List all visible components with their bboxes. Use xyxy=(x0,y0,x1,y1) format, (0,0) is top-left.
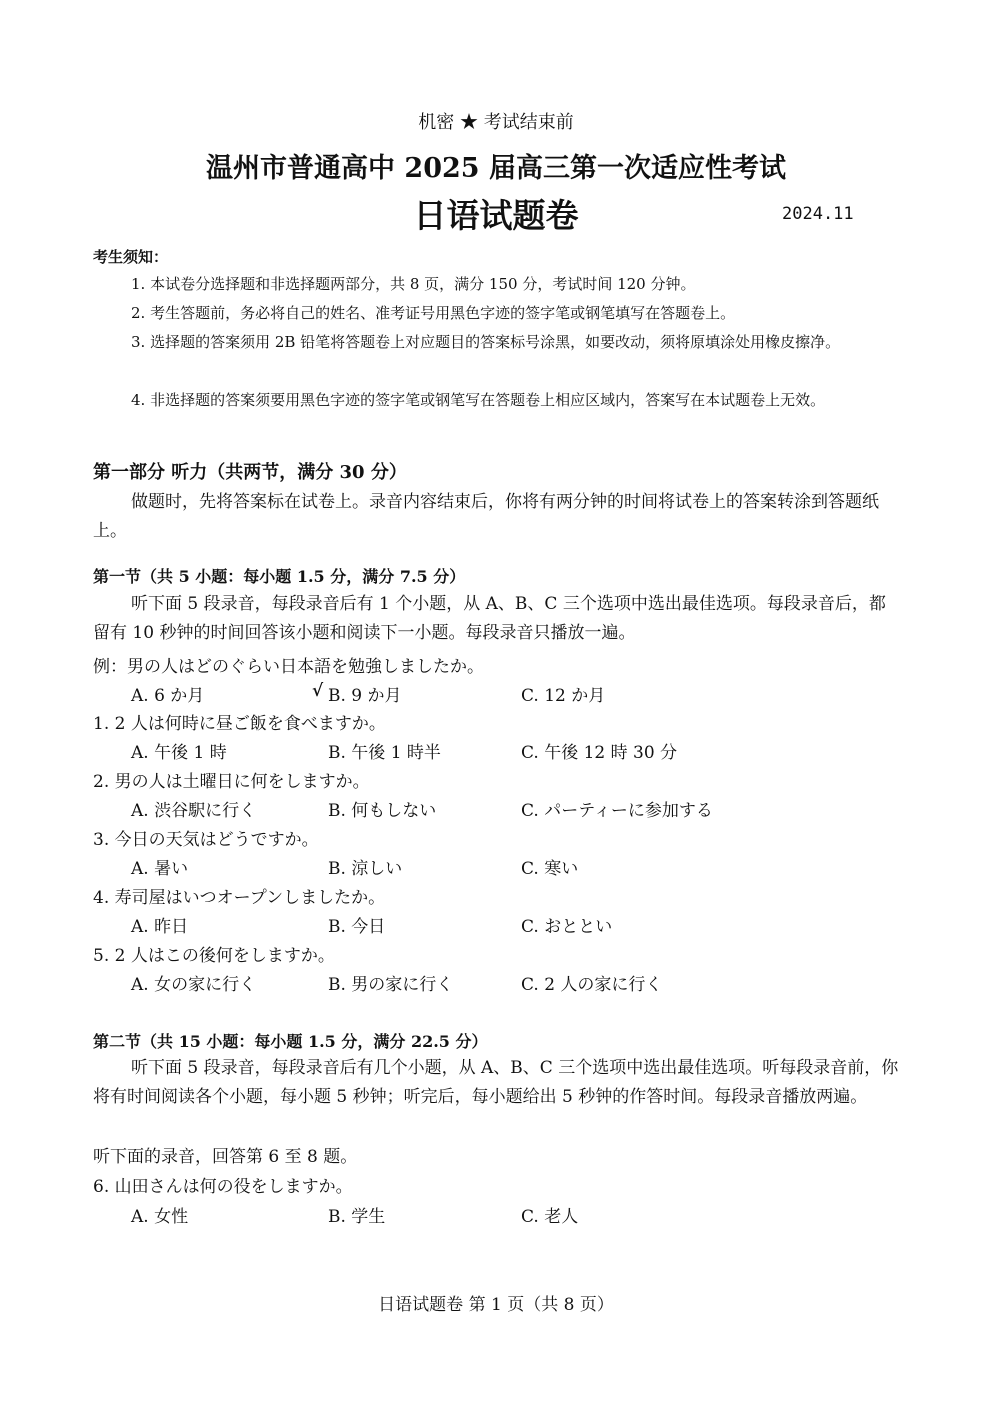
exam-date: 2024.11 xyxy=(782,204,854,224)
notice-item: 1. 本试卷分选择题和非选择题两部分，共 8 页，满分 150 分，考试时间 120 分钟。 xyxy=(131,275,696,293)
notice-item: 2. 考生答题前，务必将自己的姓名、准考证号用黑色字迹的签字笔或钢笔填写在答题卷上。 xyxy=(131,304,736,322)
part1-intro: 做题时，先将答案标在试卷上。录音内容结束后，你将有两分钟的时间将试卷上的答案转涂到答题纸上。 xyxy=(93,492,879,541)
question-5-option-a: A. 女の家に行く xyxy=(131,975,257,995)
question-1: 1. 2 人は何時に昼ご飯を食べますか。 xyxy=(93,714,386,734)
example-option-c: C. 12 か月 xyxy=(521,686,606,706)
question-3: 3. 今日の天気はどうですか。 xyxy=(93,830,319,850)
section2-intro: 听下面 5 段录音，每段录音后有几个小题，从 A、B、C 三个选项中选出最佳选项。听每段录音前，你将有时间阅读各个小题，每小题 5 秒钟；听完后，每小题给出 5 秒钟的作答时间。每段录音播放两遍。 xyxy=(93,1058,899,1107)
notice-item: 4. 非选择题的答案须要用黑色字迹的签字笔或钢笔写在答题卷上相应区域内，答案写在本试题卷上无效。 xyxy=(131,391,826,409)
question-4-option-b: B. 今日 xyxy=(328,917,386,937)
question-4-option-c: C. おととい xyxy=(521,917,613,937)
question-3-option-c: C. 寒い xyxy=(521,859,579,879)
question-2-option-a: A. 渋谷駅に行く xyxy=(131,801,257,821)
question-6-option-c: C. 老人 xyxy=(521,1207,579,1227)
exam-subtitle: 日语试题卷 xyxy=(413,196,579,235)
question-2-option-b: B. 何もしない xyxy=(328,801,437,821)
question-1-option-c: C. 午後 12 時 30 分 xyxy=(521,743,678,763)
section2-instruction: 听下面的录音，回答第 6 至 8 题。 xyxy=(93,1147,358,1167)
example-question: 例：男の人はどのぐらい日本語を勉強しましたか。 xyxy=(93,657,484,677)
notice-title: 考生须知： xyxy=(93,248,169,266)
question-4-option-a: A. 昨日 xyxy=(131,917,189,937)
section1-intro: 听下面 5 段录音，每段录音后有 1 个小题，从 A、B、C 三个选项中选出最佳选项。每段录音后，都留有 10 秒钟的时间回答该小题和阅读下一小题。每段录音只播放一遍。 xyxy=(93,594,886,643)
question-2-option-c: C. パーティーに参加する xyxy=(521,801,713,821)
example-option-b: B. 9 か月 xyxy=(328,686,402,706)
question-1-option-b: B. 午後 1 時半 xyxy=(328,743,441,763)
question-1-option-a: A. 午後 1 時 xyxy=(131,743,227,763)
question-2: 2. 男の人は土曜日に何をしますか。 xyxy=(93,772,370,792)
question-5-option-c: C. 2 人の家に行く xyxy=(521,975,663,995)
page-footer: 日语试题卷 第 1 页（共 8 页） xyxy=(378,1295,614,1315)
example-option-a: A. 6 か月 xyxy=(131,686,205,706)
question-3-option-b: B. 涼しい xyxy=(328,859,403,879)
question-5-option-b: B. 男の家に行く xyxy=(328,975,454,995)
notice-item: 3. 选择题的答案须用 2B 铅笔将答题卷上对应题目的答案标号涂黑，如要改动，须将原填涂处用橡皮擦净。 xyxy=(131,333,841,351)
question-6: 6. 山田さんは何の役をしますか。 xyxy=(93,1177,353,1197)
exam-title: 温州市普通高中 2025 届高三第一次适应性考试 xyxy=(206,153,786,184)
section1-heading: 第一节（共 5 小题：每小题 1.5 分，满分 7.5 分） xyxy=(93,567,466,586)
question-5: 5. 2 人はこの後何をしますか。 xyxy=(93,946,335,966)
question-6-option-b: B. 学生 xyxy=(328,1207,386,1227)
confidential-label: 机密 ★ 考试结束前 xyxy=(418,112,574,133)
question-6-option-a: A. 女性 xyxy=(131,1207,189,1227)
check-mark-icon: √ xyxy=(312,681,324,701)
question-4: 4. 寿司屋はいつオープンしましたか。 xyxy=(93,888,386,908)
question-3-option-a: A. 暑い xyxy=(131,859,189,879)
part1-heading: 第一部分 听力（共两节，满分 30 分） xyxy=(93,462,407,483)
section2-heading: 第二节（共 15 小题：每小题 1.5 分，满分 22.5 分） xyxy=(93,1032,488,1051)
